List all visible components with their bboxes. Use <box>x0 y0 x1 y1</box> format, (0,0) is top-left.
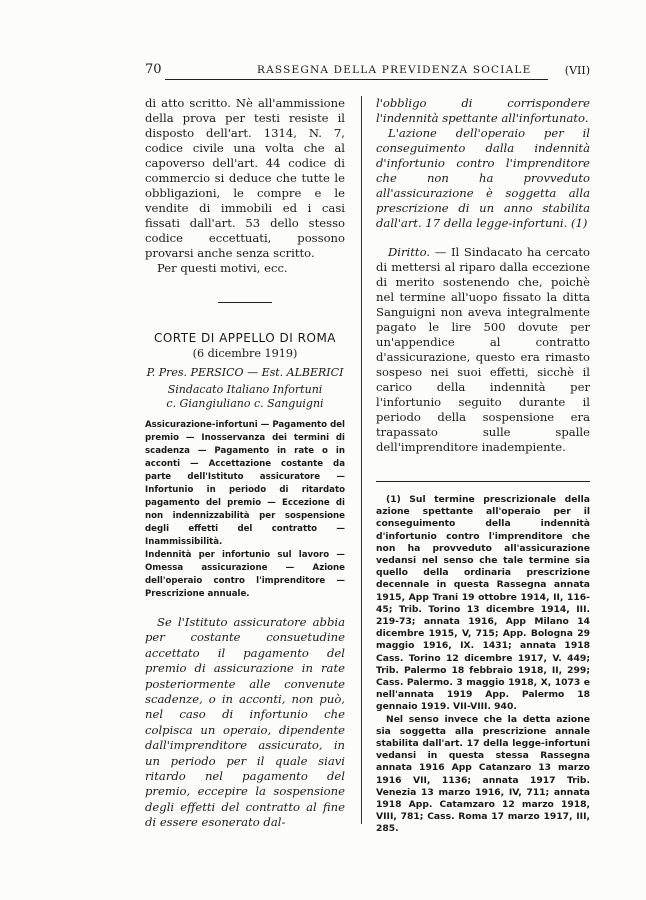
running-title: RASSEGNA DELLA PREVIDENZA SOCIALE <box>257 64 532 76</box>
headnote-2: Indennità per infortunio sul lavoro — Omessa assicurazione — Azione dell'operaio contro l'imprenditore — Prescrizione annuale. <box>145 550 345 599</box>
header-rule <box>165 79 548 80</box>
section-separator <box>218 302 272 303</box>
diritto-text: — Il Sindacato ha cercato di mettersi al riparo dalla eccezione di merito sostenendo che, poichè nel termine all'uopo fissato la ditta Sanguigni non aveva integralmente pagato le lire 500 dovute per un'appendice al contratto d'assicurazione, questo era rimasto sospeso nei suoi effetti, sicchè il carico della indennità per l'infortunio seguito durante il periodo della sospensione era trapassato sulle spalle dell'imprenditore inadempiente. <box>376 245 590 454</box>
column-divider <box>361 96 362 824</box>
footnote <box>376 494 590 836</box>
diritto-paragraph <box>376 245 590 455</box>
decision-date: (6 dicembre 1919) <box>192 347 298 360</box>
continuation-paragraph: di atto scritto. Nè all'ammissione della prova per testi resiste il disposto dell'art. 1314, N. 7, codice civile una volta che al capoverso dell'art. 44 codice di commercio si deduce che tutte le obbligazioni, le compre e le vendite di immobili ed i casi fissati dall'art. 53 dello stesso codice eccettuati, possono provarsi anche senza scritto. <box>145 96 345 260</box>
section-number: (VII) <box>564 64 590 77</box>
ruling-continuation: l'obbligo di corrispondere l'indennità spettante all'infortunato. <box>376 96 590 125</box>
footnote-paragraph-1: (1) Sul termine prescrizionale della azione spettante all'operaio per il conseguimento della indennità d'infortunio contro l'imprenditore che non ha provveduto all'assicurazione vedansi nel senso che tale termine sia quello della ordinaria prescrizione decennale in questa Rassegna annata 1915, App Trani 19 ottobre 1914, II, 116-45; Trib. Torino 13 dicembre 1914, III. 219-73; annata 1916, App Milano 14 dicembre 1915, V, 715; App. Bologna 29 maggio 1916, IX. 1431; annata 1918 Cass. Torino 12 dicembre 1917, V. 449; Trib. Palermo 18 febbraio 1918, II, 299; Cass. Palermo. 3 maggio 1918, X, 1073 e nell'annata 1919 App. Palermo 18 gennaio 1919. VII-VIII. 940. <box>376 494 590 713</box>
page-number: 70 <box>145 62 162 77</box>
judges-line: P. Pres. PERSICO — Est. ALBERICI <box>146 366 344 379</box>
ruling-paragraph: Se l'Istituto assicuratore abbia per costante consuetudine accettato il pagamento del premio di assicurazione in rate posteriormente alle convenute scadenze, o in acconti, non può, nel caso di infortunio che colpisca un operaio, dipendente dall'imprenditore assicurato, in un periodo per il quale siavi ritardo nel pagamento del premio, eccepire la sospensione degli effetti del contratto al fine di essere esonerato dal- <box>145 615 345 830</box>
second-ruling: L'azione dell'operaio per il conseguimento dalla indennità d'infortunio contro l'imprenditore che non ha provveduto all'assicurazione è soggetta alla prescrizione di un anno stabilita dall'art. 17 della legge-infortuni. (1) <box>376 126 590 230</box>
page-header <box>145 62 590 84</box>
parties-line-1: Sindacato Italiano Infortuni <box>167 383 323 396</box>
parties-line-2: c. Giangiuliano c. Sanguigni <box>166 397 324 410</box>
left-column <box>145 96 345 831</box>
headnote-1: Assicurazione-infortuni — Pagamento del premio — Inosservanza dei termini di scadenza — Pagamento in rate o in acconti — Accettazione costante da parte dell'Istituto assicuratore — Infortunio in periodo di ritardato pagamento del premio — Eccezione di non indennizzabilità per sospensione degli effetti del contratto — Inammissibilità. <box>145 420 345 547</box>
diritto-label: Diritto. <box>388 245 431 259</box>
footnote-rule <box>376 481 590 482</box>
closing-formula: Per questi motivi, ecc. <box>157 261 288 275</box>
footnote-paragraph-2: Nel senso invece che la detta azione sia soggetta alla prescrizione annale stabilita dall'art. 17 della legge-infortuni vedansi in questa stessa Rassegna annata 1916 App Catanzaro 13 marzo 1916 VII, 1136; annata 1917 Trib. Venezia 13 marzo 1916, IV, 711; annata 1918 App. Catamzaro 12 marzo 1918, VIII, 781; Cass. Roma 17 marzo 1917, III, 285. <box>376 713 590 835</box>
court-heading: CORTE DI APPELLO DI ROMA <box>153 331 336 345</box>
right-column <box>376 96 590 836</box>
